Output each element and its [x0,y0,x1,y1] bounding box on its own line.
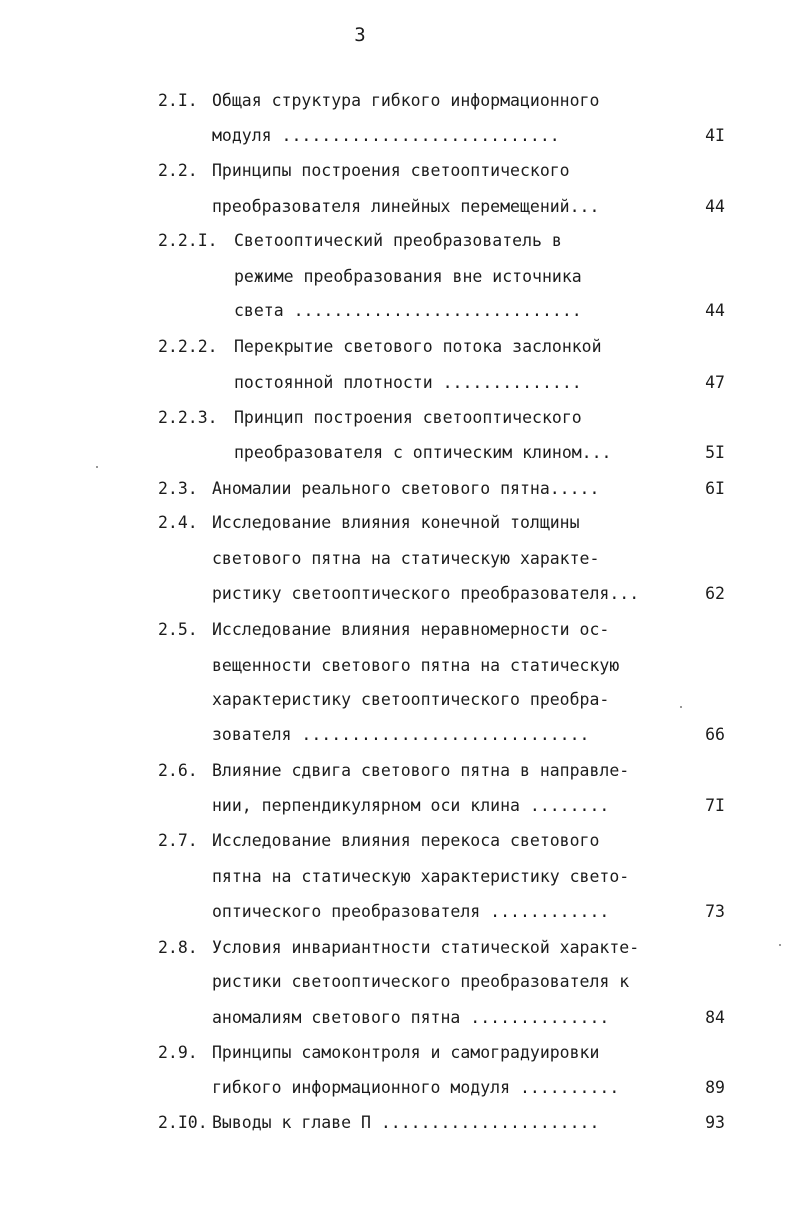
toc-entry-title-line: преобразователя линейных перемещений... [212,197,600,216]
toc-entry-number: 2.2.I. [158,231,218,250]
toc-entry-page: 6I [705,479,725,498]
toc-entry-number: 2.2.2. [158,337,218,356]
page-number: 3 [354,24,366,46]
toc-entry-title-line: Принцип построения светооптического [234,408,582,427]
toc-entry-title-line: гибкого информационного модуля .......... [212,1078,620,1097]
toc-entry-number: 2.6. [158,761,198,780]
toc-entry-title-line: Светооптический преобразователь в [234,231,562,250]
toc-entry-page: 66 [705,725,725,744]
toc-entry-page: 5I [705,443,725,462]
toc-entry-title-line: нии, перпендикулярном оси клина ........ [212,796,610,815]
toc-entry-title-line: вещенности светового пятна на статическую [212,656,620,675]
toc-entry-number: 2.8. [158,938,198,957]
toc-entry-title-line: аномалиям светового пятна .............. [212,1008,610,1027]
toc-entry-title-line: оптического преобразователя ............ [212,902,610,921]
toc-entry-page: 84 [705,1008,725,1027]
toc-entry-number: 2.5. [158,620,198,639]
toc-entry-title-line: Исследование влияния перекоса светового [212,831,600,850]
toc-entry-title-line: Перекрытие светового потока заслонкой [234,337,602,356]
toc-entry-title-line: зователя ............................. [212,725,590,744]
toc-entry-title-line: преобразователя с оптическим клином... [234,443,612,462]
toc-entry-page: 89 [705,1078,725,1097]
toc-entry-page: 73 [705,902,725,921]
toc-entry-title-line: режиме преобразования вне источника [234,267,582,286]
toc-entry-title-line: характеристику светооптического преобра- [212,690,610,709]
toc-entry-title-line: Исследование влияния неравномерности ос- [212,620,610,639]
toc-entry-number: 2.I0. [158,1113,208,1132]
toc-entry-title-line: пятна на статическую характеристику свето- [212,867,630,886]
toc-entry-title-line: Выводы к главе П ...................... [212,1113,600,1132]
toc-entry-page: 44 [705,197,725,216]
toc-entry-title-line: светового пятна на статическую характе- [212,549,600,568]
toc-entry-title-line: Условия инвариантности статической характе- [212,938,640,957]
toc-entry-title-line: постоянной плотности .............. [234,373,582,392]
toc-entry-title-line: Влияние сдвига светового пятна в направле- [212,761,630,780]
toc-entry-page: 47 [705,373,725,392]
scan-speck [680,706,682,708]
toc-entry-page: 62 [705,584,725,603]
toc-entry-number: 2.2.3. [158,408,218,427]
toc-entry-title-line: Общая структура гибкого информационного [212,91,600,110]
toc-entry-title-line: модуля ............................ [212,126,560,145]
toc-entry-title-line: Исследование влияния конечной толщины [212,513,580,532]
toc-entry-title-line: ристику светооптического преобразователя... [212,584,640,603]
toc-entry-number: 2.2. [158,161,198,180]
toc-entry-title-line: света ............................. [234,301,582,320]
toc-entry-number: 2.9. [158,1043,198,1062]
scan-speck [779,944,781,946]
toc-entry-title-line: Принципы построения светооптического [212,161,570,180]
toc-entry-number: 2.7. [158,831,198,850]
toc-entry-page: 93 [705,1113,725,1132]
toc-entry-title-line: Принципы самоконтроля и самоградуировки [212,1043,600,1062]
toc-entry-number: 2.3. [158,479,198,498]
scan-speck [96,466,98,468]
toc-entry-number: 2.4. [158,513,198,532]
toc-entry-title-line: ристики светооптического преобразователя к [212,972,630,991]
toc-entry-page: 4I [705,126,725,145]
toc-entry-page: 44 [705,301,725,320]
toc-entry-page: 7I [705,796,725,815]
toc-entry-number: 2.I. [158,91,198,110]
toc-entry-title-line: Аномалии реального светового пятна..... [212,479,600,498]
